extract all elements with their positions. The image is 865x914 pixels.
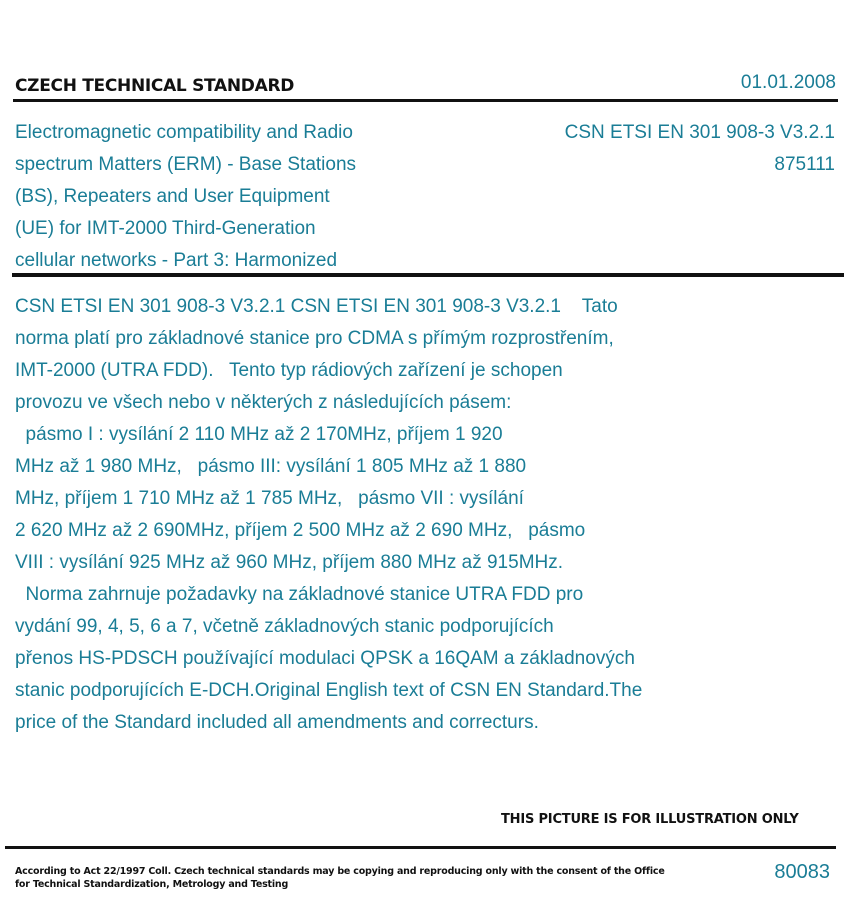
footer-divider <box>5 846 836 849</box>
title-line: (UE) for IMT-2000 Third-Generation <box>15 218 316 239</box>
standard-title <box>15 117 495 277</box>
title-line: (BS), Repeaters and User Equipment <box>15 186 330 207</box>
legal-notice <box>15 865 665 891</box>
body-line: provozu ve všech nebo v některých z následujících pásem: <box>15 392 512 413</box>
standard-identifier <box>565 117 835 181</box>
body-line: 2 620 MHz až 2 690MHz, příjem 2 500 MHz až 2 690 MHz, pásmo <box>15 520 586 541</box>
title-divider <box>12 273 844 277</box>
legal-line: for Technical Standardization, Metrology and Testing <box>15 879 289 890</box>
standard-code: CSN ETSI EN 301 908-3 V3.2.1 <box>564 122 835 143</box>
body-line: MHz, příjem 1 710 MHz až 1 785 MHz, pásmo VII : vysílání <box>15 488 524 509</box>
header-divider <box>13 99 838 102</box>
illustration-note: THIS PICTURE IS FOR ILLUSTRATION ONLY <box>501 812 799 827</box>
body-line: norma platí pro základnové stanice pro CDMA s přímým rozprostřením, <box>15 328 614 349</box>
body-line: pásmo I : vysílání 2 110 MHz až 2 170MHz, příjem 1 920 <box>15 424 503 445</box>
body-line: vydání 99, 4, 5, 6 a 7, včetně základnových stanic podporujících <box>15 616 554 637</box>
title-line: Electromagnetic compatibility and Radio <box>15 122 353 143</box>
body-line: price of the Standard included all amendments and correcturs. <box>15 712 539 733</box>
body-line: stanic podporujících E-DCH.Original English text of CSN EN Standard.The <box>15 680 643 701</box>
title-line: cellular networks - Part 3: Harmonized <box>15 250 338 271</box>
body-line: přenos HS-PDSCH používající modulaci QPSK a 16QAM a základnových <box>15 648 635 669</box>
standard-description <box>15 291 775 739</box>
publication-date: 01.01.2008 <box>740 72 836 93</box>
body-line: Norma zahrnuje požadavky na základnové stanice UTRA FDD pro <box>15 584 584 605</box>
document-number: 80083 <box>774 861 830 883</box>
body-line: VIII : vysílání 925 MHz až 960 MHz, příjem 880 MHz až 915MHz. <box>15 552 564 573</box>
brand-heading: CZECH TECHNICAL STANDARD <box>15 76 295 96</box>
body-line: IMT-2000 (UTRA FDD). Tento typ rádiových zařízení je schopen <box>15 360 563 381</box>
catalog-number: 875111 <box>774 154 835 175</box>
legal-line: According to Act 22/1997 Coll. Czech technical standards may be copying and reproducing only with the consent of the Office <box>15 866 665 877</box>
body-line: CSN ETSI EN 301 908-3 V3.2.1 CSN ETSI EN 301 908-3 V3.2.1 Tato <box>15 296 618 317</box>
body-line: MHz až 1 980 MHz, pásmo III: vysílání 1 805 MHz až 1 880 <box>15 456 527 477</box>
title-line: spectrum Matters (ERM) - Base Stations <box>15 154 357 175</box>
